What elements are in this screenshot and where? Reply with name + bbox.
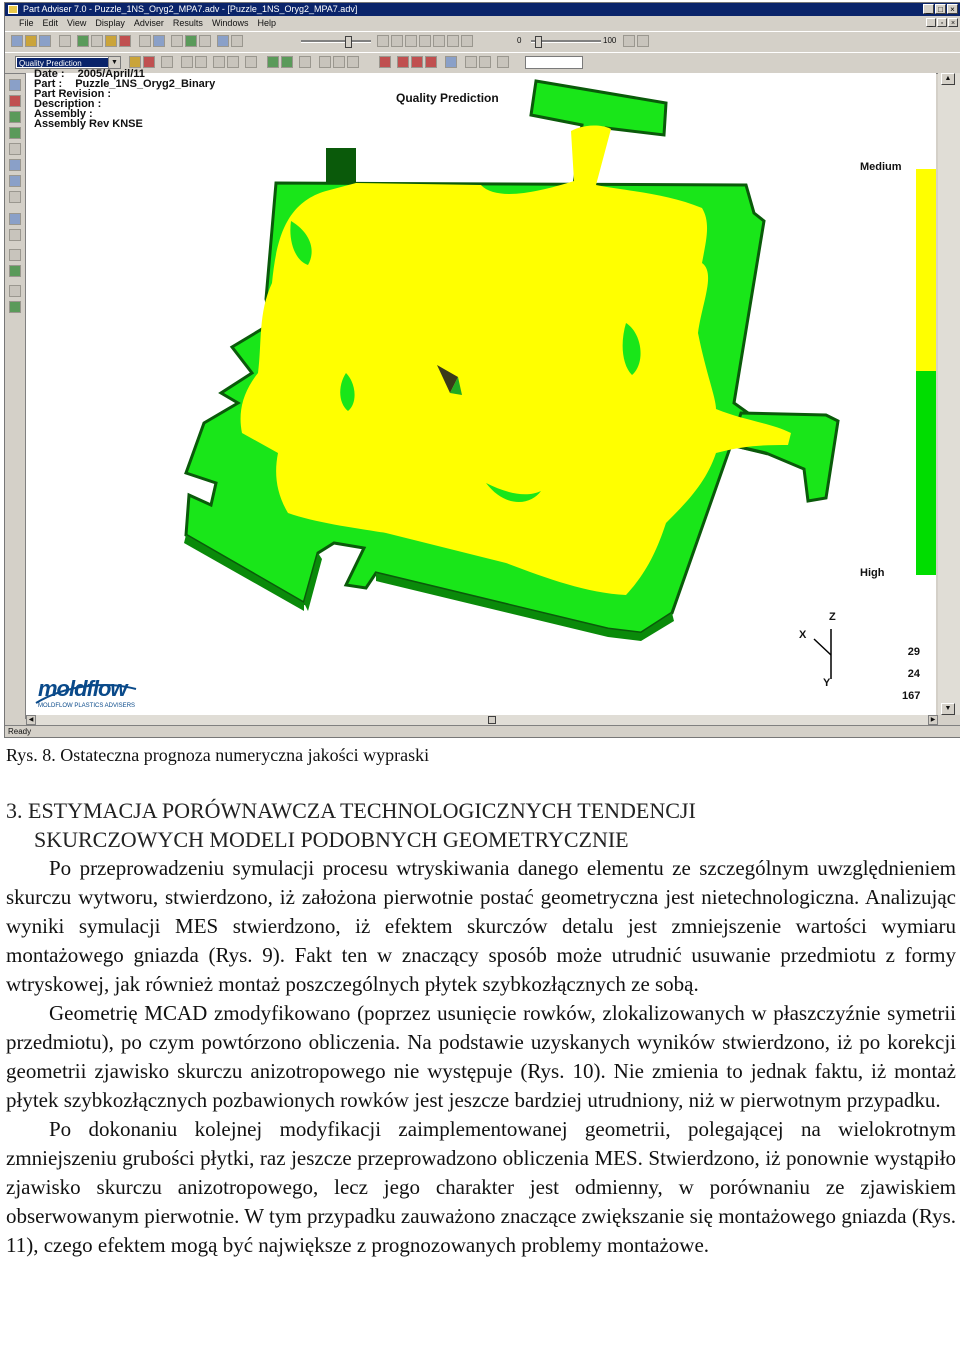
edge-icon[interactable] [9,127,21,139]
measure-icon[interactable] [299,56,311,68]
option-icon[interactable] [497,56,509,68]
query-icon[interactable] [9,285,21,297]
axis-icon[interactable] [9,213,21,225]
menu-adviser[interactable]: Adviser [133,18,164,28]
probe-icon[interactable] [161,56,173,68]
mesh-icon[interactable] [9,265,21,277]
gate-location-icon[interactable] [105,35,117,47]
flow-icon[interactable] [281,56,293,68]
light-icon[interactable] [465,56,477,68]
molding-window-icon[interactable] [119,35,131,47]
prev-frame-icon[interactable] [391,35,403,47]
axis-z-icon[interactable] [425,56,437,68]
pause-icon[interactable] [419,35,431,47]
legend-icon[interactable] [623,35,635,47]
shaded-view-icon[interactable] [181,56,193,68]
result-options-icon[interactable] [129,56,141,68]
rotate-icon[interactable] [185,35,197,47]
compare-icon[interactable] [143,56,155,68]
range-slider-thumb[interactable] [535,36,542,48]
info-row-part-revision: Part Revision : [34,88,112,100]
mdi-close-button[interactable]: × [948,18,958,27]
paragraph-2: Geometrię MCAD zmodyfikowano (poprzez usunięcie rowków, zlokalizowanych w płaszczyźnie symetrii przedmiotu), po czym powtórzono obliczenia. Na podstawie uzyskanych wyników stwierdzono, iż po korekcji geometrii zjawisko skurczu anizotropowego nie występuje (Rys. 10). Nie zmienia to jednak faktu, iż montaż płytek szybkozłącznych pozbawionych rowków jest jeszcze bardziej utrudniony, niż w pierwotnym przypadku. [6,1001,956,1112]
status-text: Ready [8,727,32,736]
first-frame-icon[interactable] [377,35,389,47]
axis-y-label: Y [823,677,831,689]
view-side-icon[interactable] [347,56,359,68]
view-front-icon[interactable] [333,56,345,68]
scroll-left-icon[interactable]: ◀ [26,715,36,725]
legend-top-label: Medium [860,161,902,173]
node-icon[interactable] [9,111,21,123]
result-selector-value: Quality Prediction [17,58,108,67]
scroll-right-icon[interactable]: ▶ [928,715,938,725]
moldflow-logo-subtext: MOLDFLOW PLASTICS ADVISERS [38,703,136,709]
figure-caption: Rys. 8. Ostateczna prognoza numeryczna jakości wypraski [6,745,430,765]
play-icon[interactable] [405,35,417,47]
stop-icon[interactable] [433,35,445,47]
save-icon[interactable] [39,35,51,47]
body-text [6,854,956,1260]
report-icon[interactable] [153,35,165,47]
select-icon[interactable] [9,79,21,91]
view-iso-icon[interactable] [379,56,391,68]
section-heading-line-2: SKURCZOWYCH MODELI PODOBNYCH GEOMETRYCZNIE [34,827,629,852]
horizontal-scrollbar[interactable] [26,715,938,725]
animation-slider-track[interactable] [301,40,371,43]
axis-x-icon[interactable] [397,56,409,68]
scale-icon[interactable] [637,35,649,47]
puzzle-part-model [26,73,936,715]
main-toolbar [5,31,960,53]
last-frame-icon[interactable] [461,35,473,47]
camera-icon[interactable] [227,56,239,68]
part-geometry [184,81,838,641]
axis-y-icon[interactable] [411,56,423,68]
result-title: Quality Prediction [396,91,499,105]
mdi-restore-button[interactable]: ▫ [937,18,947,27]
paragraph-3: Po dokonaniu kolejnej modyfikacji zaimplementowanej geometrii, polegającej na wielokrotnym zmniejszeniu grubości płytki, raz jeszcze przeprowadzono obliczenia MES. Stwierdzono, iż ponownie wystąpiło zjawisko skurczu anizotropowego, lecz jego charakter jest odmienny, w porównaniu ze zjawiskiem obserwowanym pierwotnie. W tym przypadku zauważono znaczące zwiększanie się montażowego gniazda (Rys. 11), czego efektem mogą być największe z prognozowanych problemy montażowe. [6,1117,956,1257]
horizontal-scroll-thumb[interactable] [488,716,496,724]
mdi-minimize-button[interactable]: _ [926,18,936,27]
menu-help[interactable]: Help [257,18,276,28]
menu-results[interactable]: Results [172,18,203,28]
section-heading [6,796,956,854]
view-top-icon[interactable] [319,56,331,68]
window-title: Part Adviser 7.0 - Puzzle_1NS_Oryg2_MPA7.adv - [Puzzle_1NS_Oryg2_MPA7.adv] [23,4,358,14]
view-readout-1: 29 [907,646,920,658]
delete-icon[interactable] [9,95,21,107]
legend-bottom-label: High [860,567,885,579]
scroll-up-icon[interactable]: ▲ [941,73,955,85]
info-row-part: Part : Puzzle_1NS_Oryg2_Binary [34,78,216,90]
menu-edit[interactable]: Edit [42,18,59,28]
result-viewport[interactable] [26,68,936,715]
menu-view[interactable]: View [67,18,87,28]
info-row-assembly-rev: Assembly Rev KNSE [34,118,143,130]
animation-slider-thumb[interactable] [345,36,352,48]
settings-icon[interactable] [139,35,151,47]
title-bar [5,3,960,16]
help-icon[interactable] [231,35,243,47]
slider-min-label: 0 [517,36,522,45]
view-readout-2: 24 [907,668,920,680]
next-frame-icon[interactable] [447,35,459,47]
menu-windows[interactable]: Windows [211,18,249,28]
part-info-block [34,69,215,129]
moldflow-logo: moldflow [38,676,127,701]
left-toolbar [5,73,26,719]
info-row-date: Date : 2005/April/11 [34,68,145,80]
minimize-button[interactable]: _ [923,4,934,14]
section-heading-line-1: 3. ESTYMACJA PORÓWNAWCZA TECHNOLOGICZNYCH TENDENCJI [6,798,696,823]
marker-icon[interactable] [267,56,279,68]
paragraph-1: Po przeprowadzeniu symulacji procesu wtryskiwania danego elementu ze szczególnym uwzględnieniem skurczu wytworu, stwierdzono, iż założona pierwotnie postać geometryczna jest nietechnologiczna. Analizując wyniki symulacji MES stwierdzono, iż efektem skurczów detalu jest zmniejszenie wartości wymiaru montażowego gniazda (Rys. 9). Fakt ten w znaczący sposób może utrudnić usuwanie przedmiotu z formy wtryskowej, jak również montaż poszczególnych płytek szybkozłącznych ze sobą. [6,856,956,996]
view-readout [902,641,920,707]
grid-icon[interactable] [9,249,21,261]
menu-file[interactable]: File [19,18,34,28]
hand-icon[interactable] [9,143,21,155]
chevron-down-icon[interactable]: ▼ [108,57,120,68]
maximize-button[interactable]: □ [935,4,946,14]
info-row-assembly: Assembly : [34,108,93,120]
drop-icon[interactable] [445,56,457,68]
ruler-icon[interactable] [9,229,21,241]
fit-view-icon[interactable] [217,35,229,47]
axis-x-label: X [799,629,807,641]
view-readout-3: 167 [902,690,921,702]
zoom-view-icon[interactable] [9,175,21,187]
application-window [4,2,960,738]
open-folder-icon[interactable] [25,35,37,47]
quality-legend-bar [916,169,936,575]
record-icon[interactable] [213,56,225,68]
menu-bar [5,16,960,30]
mesh-view-icon[interactable] [195,56,207,68]
scroll-down-icon[interactable]: ▼ [941,703,955,715]
vertical-scrollbar[interactable] [938,73,960,715]
layers-icon[interactable] [9,301,21,313]
pan-icon[interactable] [199,35,211,47]
app-icon [8,5,18,14]
rotate-view-icon[interactable] [9,159,21,171]
material-icon[interactable] [91,35,103,47]
run-analysis-icon[interactable] [77,35,89,47]
zoom-icon[interactable] [171,35,183,47]
status-bar [5,725,960,737]
value-field[interactable] [525,56,583,69]
info-row-description: Description : [34,98,102,110]
tool-icon[interactable] [479,56,491,68]
menu-display[interactable]: Display [95,18,125,28]
fit-icon[interactable] [9,191,21,203]
slider-max-label: 100 [603,36,617,45]
close-button[interactable]: × [947,4,958,14]
axis-z-label: Z [829,611,836,623]
section-icon[interactable] [245,56,257,68]
print-icon[interactable] [59,35,71,47]
new-file-icon[interactable] [11,35,23,47]
axis-triad [814,629,831,679]
